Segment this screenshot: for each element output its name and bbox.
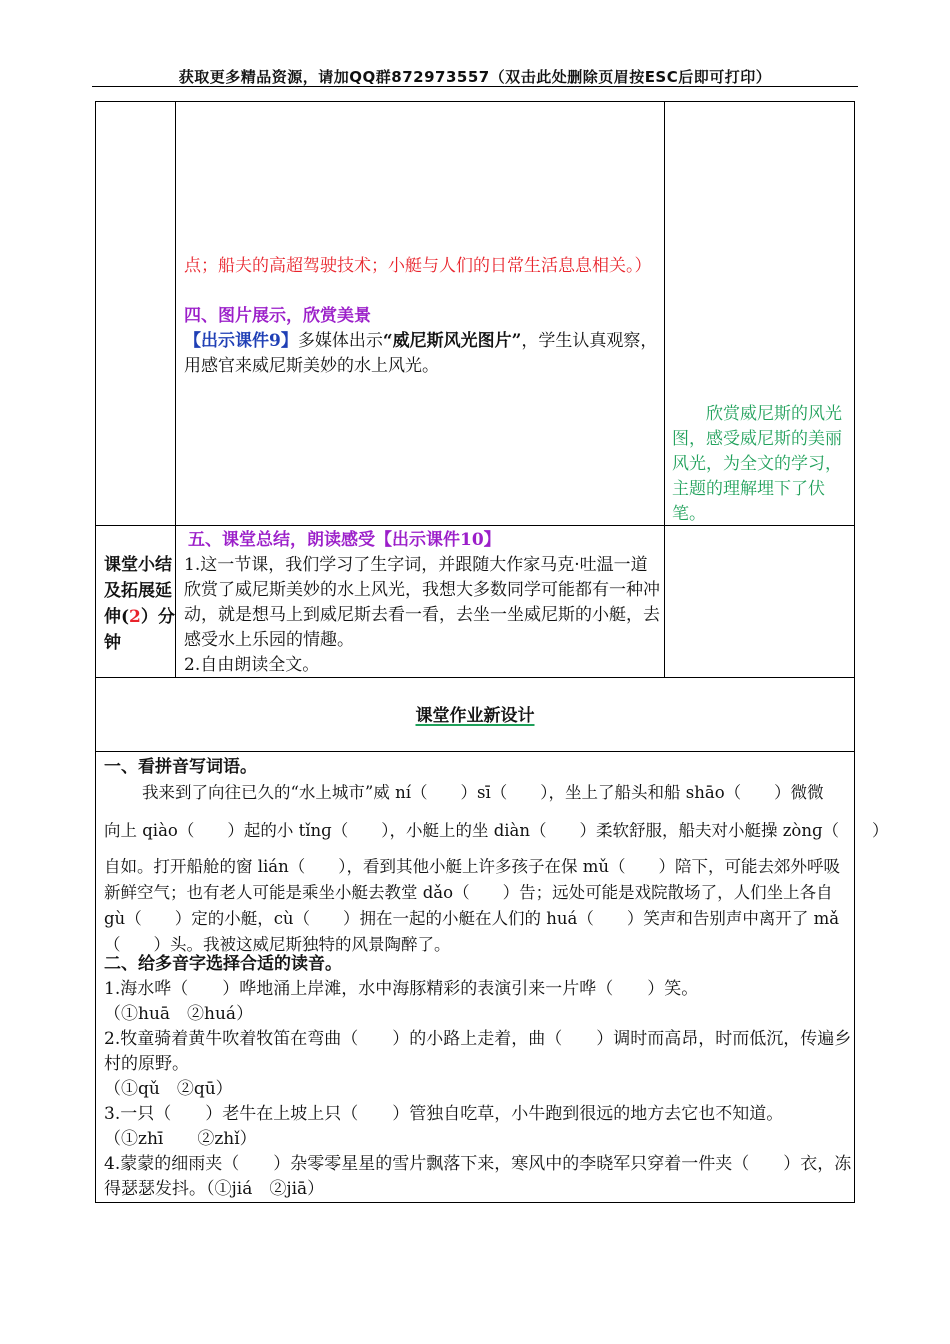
part2-title: 二、给多音字选择合适的读音。 [104,954,342,974]
courseware-tag-9: 【出示课件9】 [184,331,298,351]
summary-label [104,552,176,656]
summary-label-number: 2 [129,607,141,627]
page-header: 获取更多精品资源，请加QQ群872973557（双击此处删除页眉按ESC后即可打印） [178,68,772,86]
part2-question-4: 4.蒙蒙的细雨夹（ ）杂零零星星的雪片飘落下来，寒风中的李晓军只穿着一件夹（ ）衣，冻得瑟瑟发抖。（①jiá ②jiā） [104,1154,852,1199]
section5-item-2: 2.自由朗读全文。 [184,655,320,675]
part2-question-1: 1.海水哗（ ）哗地涌上岸滩，水中海豚精彩的表演引来一片哗（ ）笑。 [104,979,699,999]
section4-highlight: “威尼斯风光图片” [382,331,522,351]
section5-item-1: 1.这一节课，我们学习了生字词，并跟随大作家马克·吐温一道欣赏了威尼斯美妙的水上风光，我想大多数同学可能都有一种冲动，就是想马上到威尼斯去看一看，去坐一坐威尼斯的小艇，去感受水上乐园的情趣。 [184,555,660,650]
part1-line-2: 向上 qiào（ ）起的小 tǐnɡ（ ），小艇上的坐 diàn（ ）柔软舒服，船夫对小艇操 zònɡ（ ） [104,821,889,840]
section4-text-c: ，学生认真观察，用感官来威尼斯美妙的水上风光。 [184,331,658,376]
section4-text-a: 多媒体出示 [297,331,383,351]
part1-title: 一、看拼音写词语。 [104,757,257,777]
homework-title-text: 课堂作业新设计 [415,706,535,726]
section5-title: 五、课堂总结，朗读感受【出示课件10】 [188,530,501,550]
column-divider-right [664,101,665,678]
part1-line-3: 自如。打开船舱的窗 lián（ ），看到其他小艇上许多孩子在保 mǔ（ ）陪下，可能去郊外呼吸新鲜空气；也有老人可能是乘坐小艇去教堂 dǎo（ ）告；远处可能是戏院散场了，人们坐上各自 gù（ ）定的小艇，cù（ ）拥在一起的小艇在人们的 huá（ ）笑声和告别声中离开了 mǎ（ ）头。我被这威尼斯独特的风景陶醉了。 [104,857,841,954]
homework-title [95,704,855,729]
header-rule [92,86,858,87]
part2-options-2: （①qǔ ②qū） [104,1079,233,1099]
part2-question-2: 2.牧童骑着黄牛吹着牧笛在弯曲（ ）的小路上走着，曲（ ）调时而高昂，时而低沉，传遍乡村的原野。 [104,1029,852,1074]
section4-paragraph [184,329,662,379]
part1-line-1: 我来到了向往已久的“水上城市”威 ní（ ）sī（ ），坐上了船头和船 shāo（ ）微微 [142,783,824,802]
part2-options-1: （①huā ②huá） [104,1004,254,1024]
part2-question-3: 3.一只（ ）老牛在上坡上只（ ）管独自吃草，小牛跑到很远的地方去它也不知道。 [104,1104,784,1124]
summary-label-b: ）分钟 [104,607,175,653]
continued-teaching-point: 点；船夫的高超驾驶技术；小艇与人们的日常生活息息相关。） [184,256,652,276]
design-intent-note: 欣赏威尼斯的风光图，感受威尼斯的美丽风光，为全文的学习，主题的理解埋下了伏笔。 [672,404,842,524]
summary-label-a: 课堂小结及拓展延伸( [104,555,172,627]
section4-title: 四、图片展示，欣赏美景 [184,306,371,326]
part2-options-3: （①zhī ②zhǐ） [104,1129,257,1149]
